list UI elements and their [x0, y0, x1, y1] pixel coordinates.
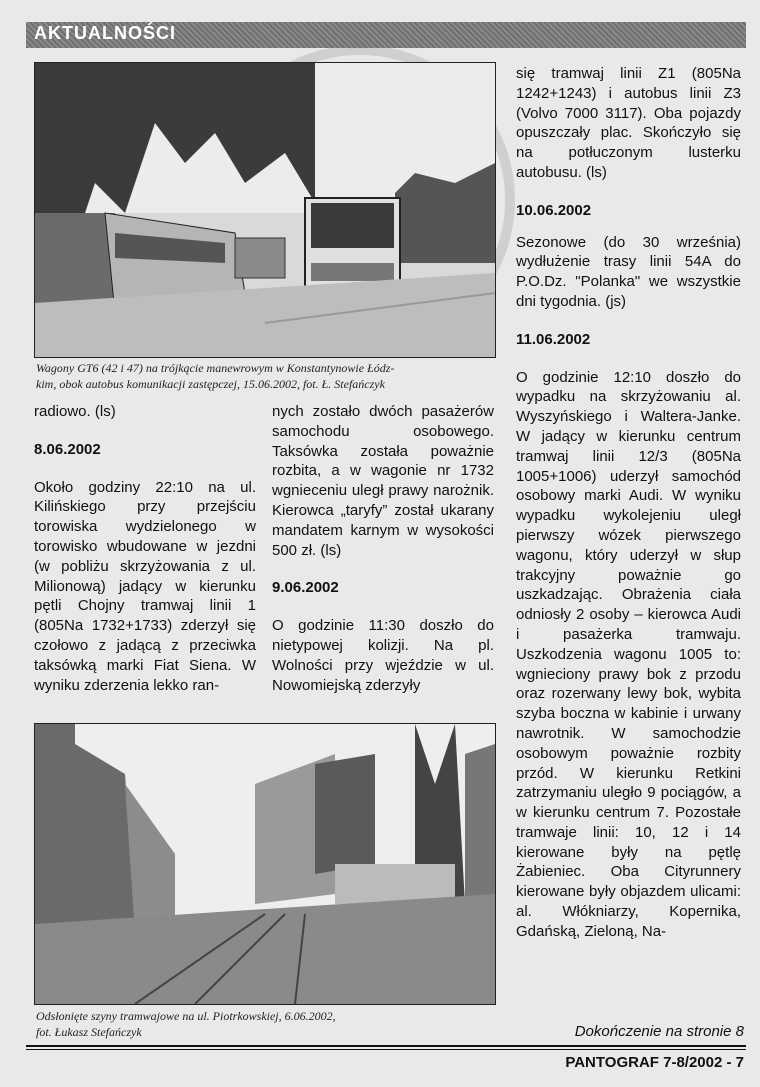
column-1: [34, 402, 256, 695]
col3-date-10-06: 10.06.2002: [516, 201, 592, 219]
col2-continued: nych zostało dwóch pasażerów samochodu osobowego. Taksówka została poważnie rozbita, a w wagonie nr 1732 wgnieceniu uległ prawy narożnik. Kierowca „taryfy” został ukarany mandatem karnym w wysokości 500 zł. (ls): [272, 403, 494, 559]
column-2: [272, 402, 494, 695]
column-3: [516, 64, 741, 942]
section-header-bar: [26, 22, 746, 48]
photo1-caption: Wagony GT6 (42 i 47) na trójkącie manewrowym w Konstantynowie Łódz- kim, obok autobus komunikacji zastępczej, 15.06.2002, fot. Ł. Stefańczyk: [36, 361, 395, 391]
col1-body: Około godziny 22:10 na ul. Kilińskiego przy przejściu torowiska wydzielonego w torowisko wbudowane w jezdni (w pobliżu skrzyżowania z ul. Milionową) jadący w kierunku pętli Chojny tramwaj linii 1 (805Na 1732+1733) zderzył się czołowo z jadącą z przeciwka taksówką marki Fiat Siena. W wyniku zderzenia lekko ran-: [34, 478, 256, 694]
footer-rule-thin: [26, 1049, 746, 1050]
photo2-caption: Odsłonięte szyny tramwajowe na ul. Piotrkowskiej, 6.06.2002, fot. Łukasz Stefańczyk: [36, 1009, 336, 1039]
col1-continued: radiowo. (ls): [34, 403, 116, 420]
col3-body-10-06: Sezonowe (do 30 września) wydłużenie trasy linii 54A do P.O.Dz. "Polanka" we wszystkie dni tygodnia. (js): [516, 233, 741, 310]
col1-date: 8.06.2002: [34, 440, 101, 458]
col3-continued: się tramwaj linii Z1 (805Na 1242+1243) i autobus linii Z3 (Volvo 7000 3117). Oba pojazdy opuszczały plac. Skończyło się na potłuczonym lusterku autobusu. (ls): [516, 65, 741, 181]
continued-note: Dokończenie na stronie 8: [574, 1023, 744, 1040]
footer-rule: [26, 1045, 746, 1047]
col3-body-11-06: O godzinie 12:10 doszło do wypadku na skrzyżowaniu al. Wyszyńskiego i Waltera-Janke. W jadący w kierunku centrum tramwaj linii 12/3 (805Na 1005+1006) uderzył samochód osobowy marki Audi. W wyniku wypadku wykolejeniu uległ pierwszy wózek pierwszego wagonu, który uderzył w słup trakcyjny poważnie go uszkadzając. Obrażenia ciała odniosły 2 osoby – kierowca Audi i pasażerka tramwaju. Uszkodzenia wagonu 1005 to: wgnieciony prawy bok z przodu oraz rozerwany lewy bok, wybita szyba boczna w kabinie i urwany nawrotnik. W samochodzie osobowym poważnie rozbity przód. W kierunku Retkini zatrzymaniu uległo 9 pociągów, a w kierunku centrum 7. Pozostałe tramwaje linii: 10, 12 i 14 kierowane były na pętlę Żabieniec. Oba Cityrunnery kierowane były objazdem ulicami: al. Włókniarzy, Kopernika, Gdańską, Zieloną, Na-: [516, 368, 741, 940]
col3-date-11-06: 11.06.2002: [516, 330, 591, 348]
section-title: AKTUALNOŚCI: [34, 23, 176, 43]
page-footer: PANTOGRAF 7-8/2002 - 7: [565, 1054, 744, 1071]
col2-body: O godzinie 11:30 doszło do nietypowej kolizji. Na pl. Wolności przy wjeździe w ul. Nowomiejską zderzyły: [272, 617, 494, 694]
col2-date: 9.06.2002: [272, 579, 339, 597]
photo-tram-and-bus: [34, 62, 496, 358]
photo-piotrkowska-rails: [34, 723, 496, 1005]
